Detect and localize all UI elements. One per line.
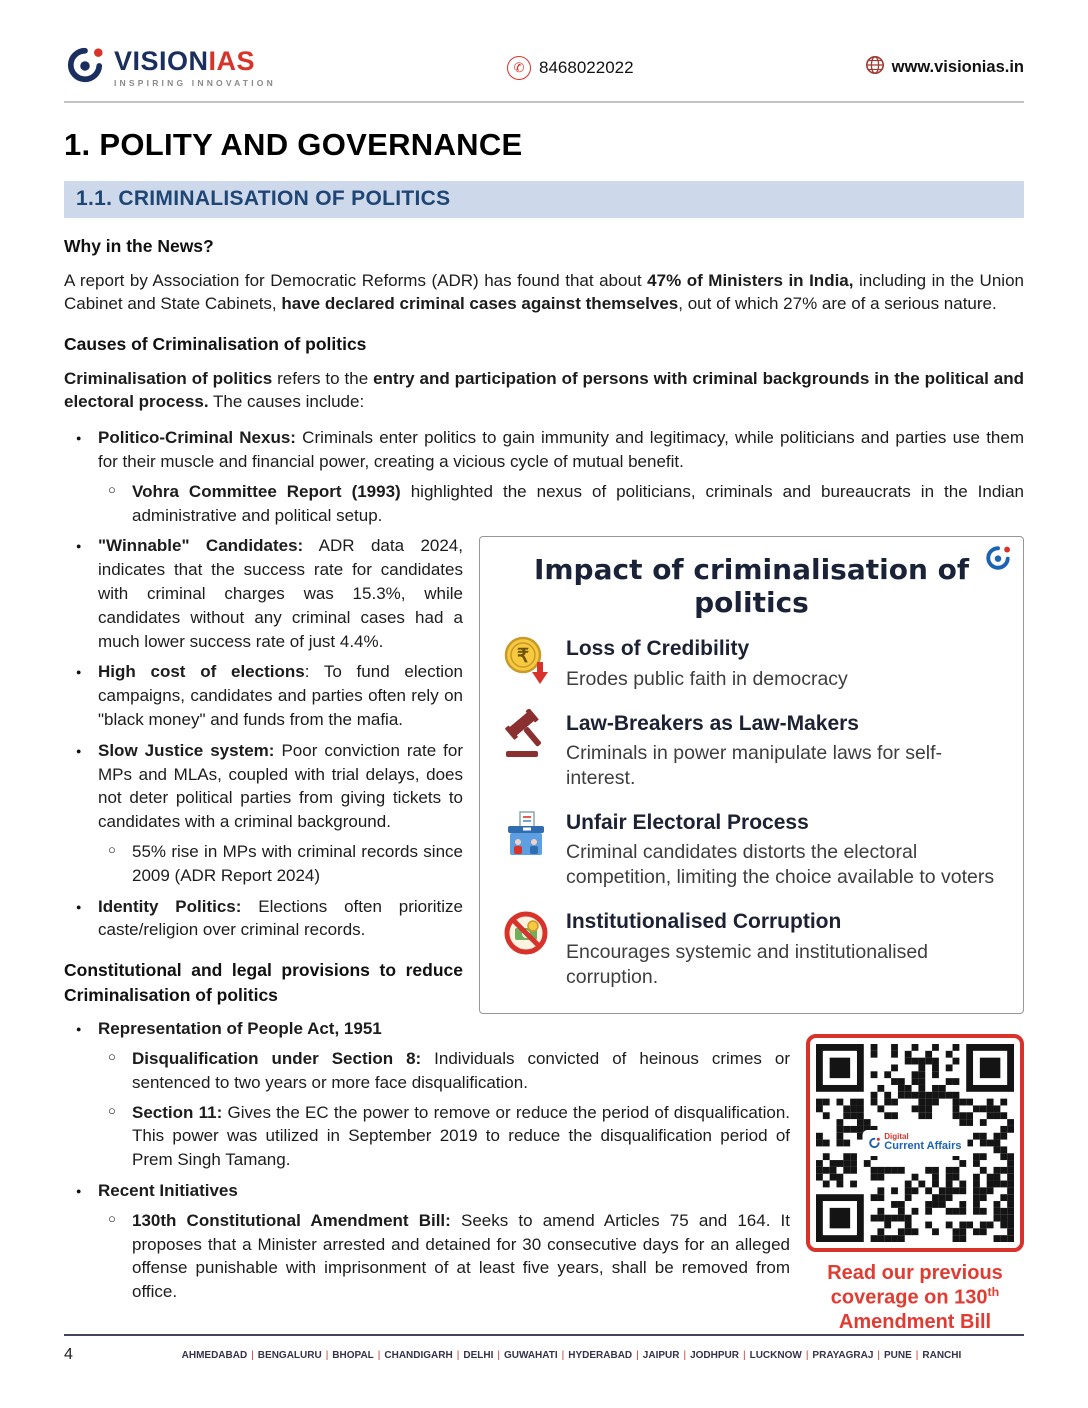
bullet-text: Recent Initiatives bbox=[98, 1180, 238, 1200]
page-header bbox=[64, 46, 1024, 103]
bullet-text: Slow Justice system: Poor conviction rate for MPs and MLAs, coupled with trial delays, does not deter political parties from giving tickets to candidates with a criminal background. bbox=[98, 740, 463, 832]
page-number: 4 bbox=[64, 1346, 73, 1363]
list-subitem: ○ Section 11: Gives the EC the power to remove or reduce the period of disqualification. This power was utilized in September 2019 to reduce the disqualification period of Prem Singh Tamang. bbox=[98, 1101, 1024, 1172]
infographic-item-heading: Unfair Electoral Process bbox=[566, 811, 809, 835]
footer-city: RANCHI bbox=[922, 1349, 962, 1361]
visionias-logo bbox=[64, 46, 276, 89]
svg-text:₹: ₹ bbox=[516, 646, 530, 668]
footer-city: JODHPUR bbox=[690, 1349, 739, 1361]
list-subitem: ○ Vohra Committee Report (1993) highlighted the nexus of politicians, criminals and bureaucrats in the Indian administrative and political setup. bbox=[98, 480, 1024, 528]
bullet-text: Identity Politics: Elections often prioritize caste/religion over criminal records. bbox=[98, 896, 463, 940]
bullet-text: Representation of People Act, 1951 bbox=[98, 1019, 382, 1039]
why-in-news-heading: Why in the News? bbox=[64, 236, 214, 256]
provisions-list bbox=[64, 1017, 1024, 1334]
page-title: 1. POLITY AND GOVERNANCE bbox=[64, 127, 523, 162]
page-footer bbox=[64, 1334, 1024, 1364]
causes-heading: Causes of Criminalisation of politics bbox=[64, 334, 367, 355]
infographic-item-desc: Erodes public faith in democracy bbox=[566, 667, 848, 690]
footer-city: BENGALURU bbox=[257, 1349, 322, 1361]
infographic-item-heading: Institutionalised Corruption bbox=[566, 910, 842, 934]
footer-city: AHMEDABAD bbox=[181, 1349, 248, 1361]
footer-city: LUCKNOW bbox=[749, 1349, 802, 1361]
qr-badge-line1: ● Digital bbox=[884, 1131, 909, 1141]
bullet-text: Politico-Criminal Nexus: Criminals enter politics to gain immunity and legitimacy, while politicians and parties use them for their muscle and financial power, creating a vicious cycle of mutual benefit. bbox=[98, 428, 1025, 471]
brand-tagline: INSPIRING INNOVATION bbox=[114, 77, 276, 88]
section-heading: 1.1. CRIMINALISATION OF POLITICS bbox=[64, 181, 1024, 218]
website-link[interactable] bbox=[865, 55, 1024, 80]
bullet-text: "Winnable" Candidates: ADR data 2024, indicates that the success rate for candidates with criminal charges was 15.3%, while candidates without any criminal cases had a much lower success rate of just 4.4%. bbox=[98, 536, 463, 651]
provisions-heading: Constitutional and legal provisions to reduce Criminalisation of politics bbox=[64, 960, 463, 1005]
footer-city: BHOPAL bbox=[332, 1349, 374, 1361]
brand-name bbox=[114, 45, 276, 76]
footer-city: PRAYAGRAJ bbox=[812, 1349, 874, 1361]
infographic-item-heading: Law-Breakers as Law-Makers bbox=[566, 711, 859, 735]
infographic-item-desc: Criminals in power manipulate laws for self-interest. bbox=[566, 742, 943, 790]
qr-caption: Read our previous coverage on 130th Amendment Bill bbox=[827, 1261, 1003, 1334]
infographic-item-desc: Criminal candidates distorts the electoral competition, limiting the choice available to voters bbox=[566, 841, 995, 889]
infographic-title: ● Impact of criminalisation of politics bbox=[533, 553, 970, 620]
phone-number: 8468022022 bbox=[539, 57, 634, 77]
footer-city: CHANDIGARH bbox=[384, 1349, 453, 1361]
why-in-news-paragraph: A report by Association for Democratic Reforms (ADR) has found that about 47% of Ministers in India, including in the Union Cabinet and State Cabinets, have declared criminal cases against themselves, out of which 27% are of a serious nature. bbox=[64, 270, 1024, 314]
footer-city: JAIPUR bbox=[642, 1349, 680, 1361]
footer-cities: AHMEDABAD | BENGALURU | BHOPAL | CHANDIGARH | DELHI | GUWAHATI | HYDERABAD | JAIPUR | JODHPUR | LUCKNOW | PRAYAGRAJ | PUNE | RANCHI bbox=[181, 1349, 962, 1361]
footer-city: HYDERABAD bbox=[568, 1349, 633, 1361]
qr-badge-line2: Current Affairs bbox=[884, 1140, 962, 1153]
list-item bbox=[64, 1179, 1024, 1304]
list-subitem: ○ Disqualification under Section 8: Individuals convicted of heinous crimes or sentenced to two years or more face disqualification. bbox=[98, 1047, 1024, 1095]
infographic-item-desc: Encourages systemic and institutionalised corruption. bbox=[566, 940, 929, 988]
list-item bbox=[64, 895, 1024, 943]
bullet-text: High cost of elections: To fund election campaigns, candidates and parties often rely on "black money" and funds from the mafia. bbox=[98, 662, 463, 729]
globe-icon bbox=[865, 55, 885, 80]
visionias-mini-logo-icon bbox=[983, 545, 1013, 578]
list-item bbox=[64, 426, 1024, 527]
brand-vision: VISION bbox=[114, 45, 209, 76]
infographic-item-heading: Loss of Credibility bbox=[566, 637, 750, 661]
list-item bbox=[64, 660, 1024, 731]
phone-icon: ✆ bbox=[507, 56, 531, 80]
footer-city: PUNE bbox=[883, 1349, 912, 1361]
list-subitem: ○ 55% rise in MPs with criminal records since 2009 (ADR Report 2024) bbox=[98, 840, 1024, 888]
brand-ias: IAS bbox=[208, 45, 256, 76]
footer-city: DELHI bbox=[463, 1349, 494, 1361]
list-subitem: ○ 130th Constitutional Amendment Bill: Seeks to amend Articles 75 and 164. It proposes that a Minister arrested and detained for 30 consecutive days for an alleged offense punishable with imprisonment of at least five years, shall be removed from office. bbox=[98, 1209, 1024, 1304]
visionias-logo-icon bbox=[64, 46, 106, 89]
footer-city: GUWAHATI bbox=[503, 1349, 558, 1361]
phone-contact bbox=[507, 56, 634, 80]
list-item bbox=[64, 739, 1024, 888]
website-url[interactable]: www.visionias.in bbox=[891, 58, 1024, 76]
article-body bbox=[64, 234, 1024, 1345]
causes-intro-paragraph: Criminalisation of politics refers to the entry and participation of persons with criminal backgrounds in the political and electoral process. The causes include: bbox=[64, 368, 1024, 412]
